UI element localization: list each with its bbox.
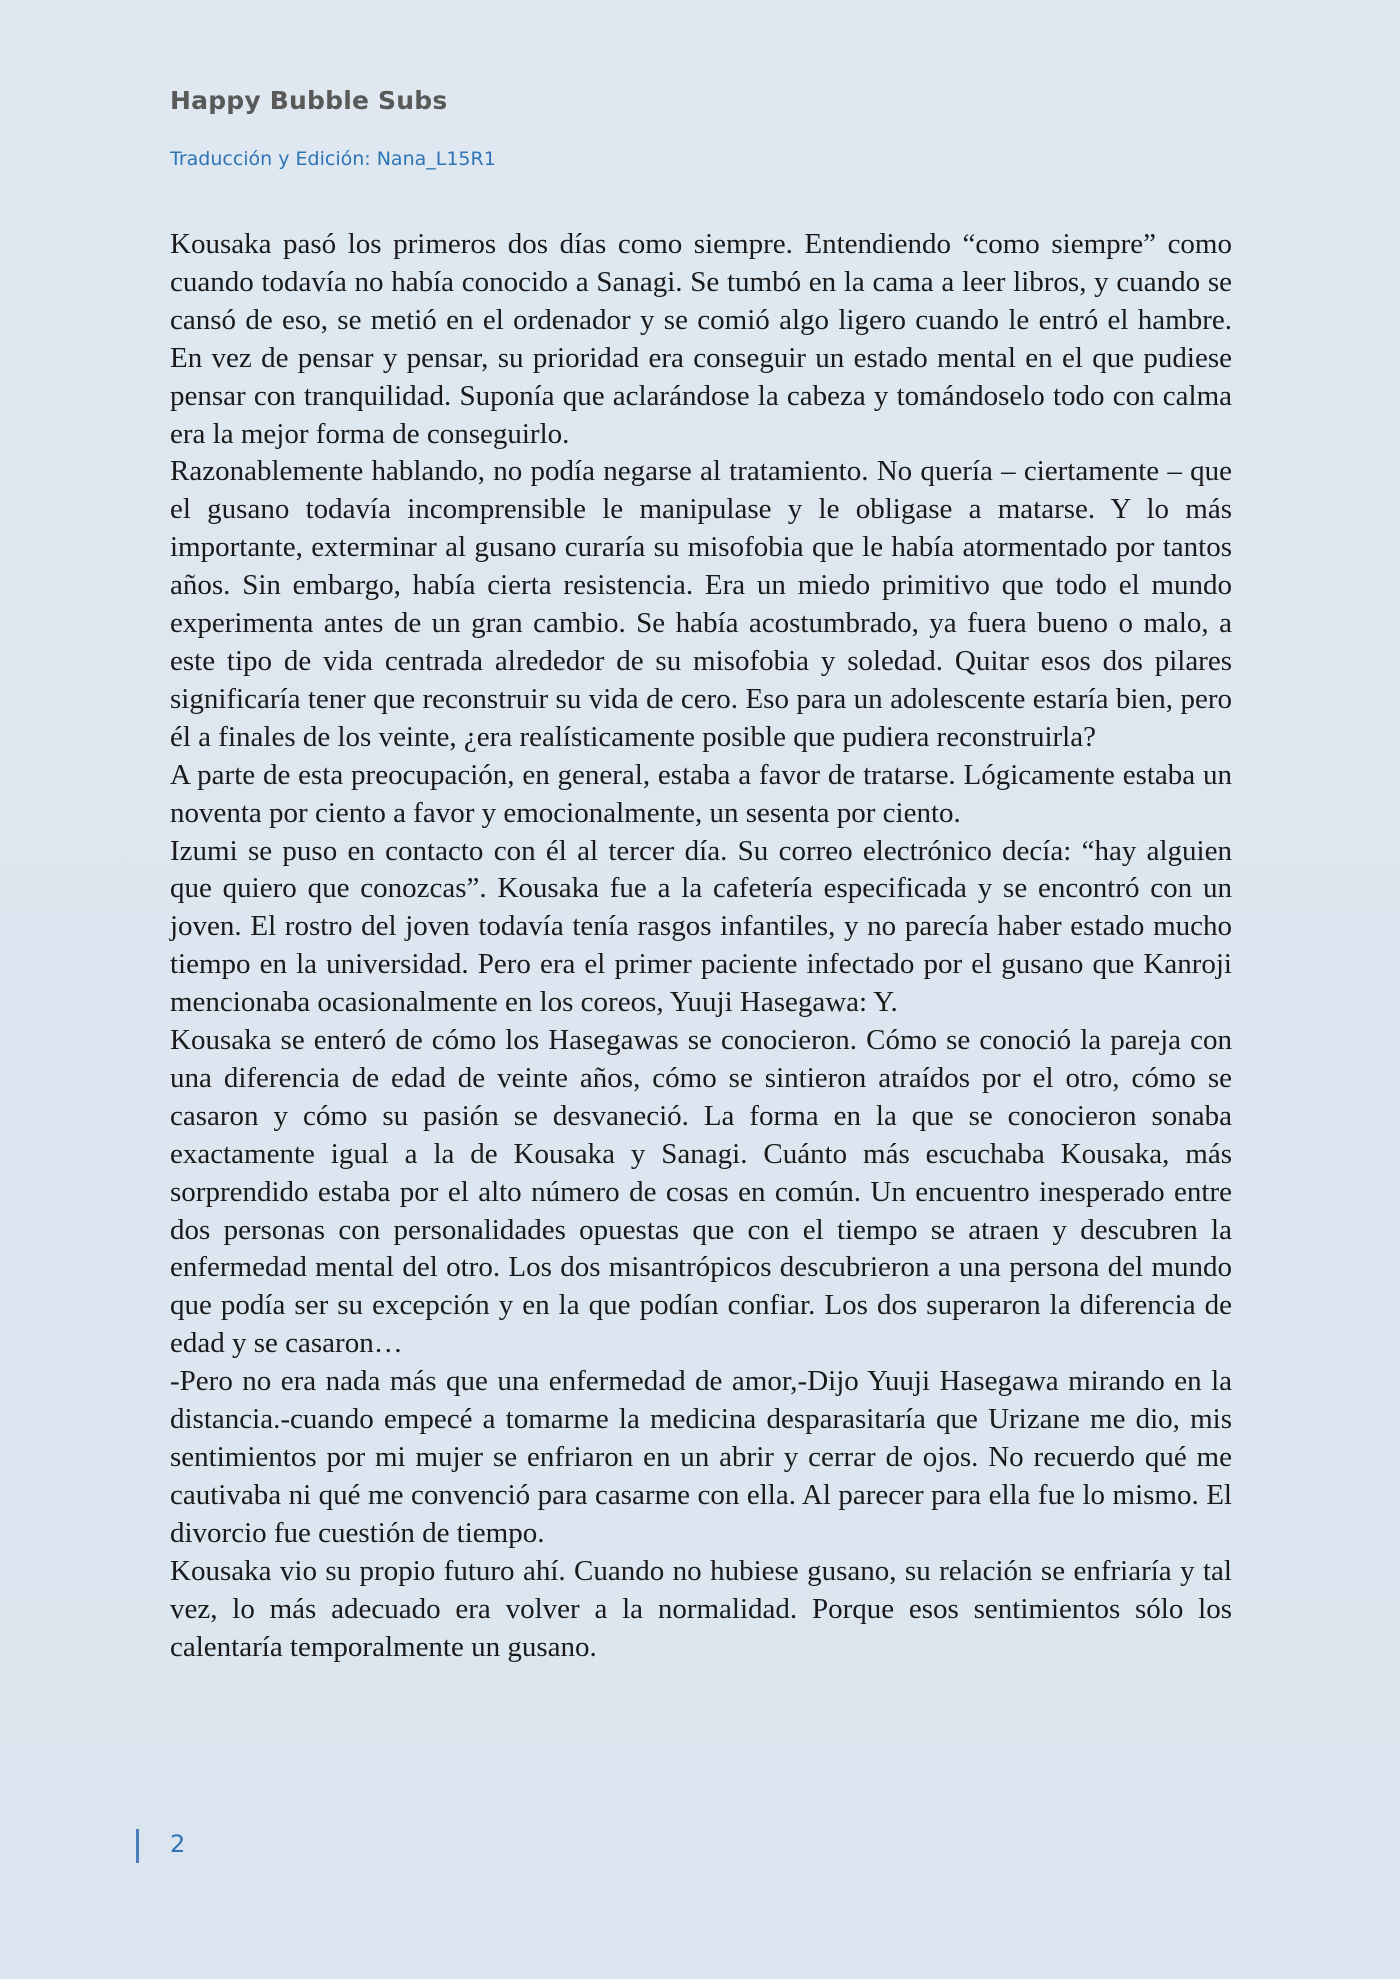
header-subtitle: Traducción y Edición: Nana_L15R1 — [170, 148, 496, 170]
paragraph: -Pero no era nada más que una enfermedad de amor,-Dijo Yuuji Hasegawa mirando en la distancia.-cuando empecé a tomarme la medicina desparasitaría que Urizane me dio, mis sentimientos por mi mujer se enfriaron en un abrir y cerrar de ojos. No recuerdo qué me cautivaba ni qué me convenció para casarme con ella. Al parecer para ella fue lo mismo. El divorcio fue cuestión de tiempo. — [170, 1365, 1232, 1549]
paragraph: Izumi se puso en contacto con él al tercer día. Su correo electrónico decía: “hay alguien que quiero que conozcas”. Kousaka fue a la cafetería especificada y se encontró con un joven. El rostro del joven todavía tenía rasgos infantiles, y no parecía haber estado mucho tiempo en la universidad. Pero era el primer paciente infectado por el gusano que Kanroji mencionaba ocasionalmente en los coreos, Yuuji Hasegawa: Y. — [170, 834, 1232, 1019]
footer-divider-bar — [136, 1829, 139, 1863]
page-number: 2 — [170, 1830, 186, 1858]
paragraph: Kousaka pasó los primeros dos días como siempre. Entendiendo “como siempre” como cuando todavía no había conocido a Sanagi. Se tumbó en la cama a leer libros, y cuando se cansó de eso, se metió en el ordenador y se comió algo ligero cuando le entró el hambre. En vez de pensar y pensar, su prioridad era conseguir un estado mental en el que pudiese pensar con tranquilidad. Suponía que aclarándose la cabeza y tomándoselo todo con calma era la mejor forma de conseguirlo. — [170, 228, 1232, 450]
paragraph: Razonablemente hablando, no podía negarse al tratamiento. No quería – ciertamente – que el gusano todavía incomprensible le manipulase y le obligase a matarse. Y lo más importante, exterminar al gusano curaría su misofobia que le había atormentado por tantos años. Sin embargo, había cierta resistencia. Era un miedo primitivo que todo el mundo experimenta antes de un gran cambio. Se había acostumbrado, ya fuera bueno o malo, a este tipo de vida centrada alrededor de su misofobia y soledad. Quitar esos dos pilares significaría tener que reconstruir su vida de cero. Eso para un adolescente estaría bien, pero él a finales de los veinte, ¿era realísticamente posible que pudiera reconstruirla? — [170, 455, 1232, 753]
body-text — [170, 226, 1232, 1666]
paragraph: Kousaka se enteró de cómo los Hasegawas se conocieron. Cómo se conoció la pareja con una diferencia de edad de veinte años, cómo se sintieron atraídos por el otro, cómo se casaron y cómo su pasión se desvaneció. La forma en la que se conocieron sonaba exactamente igual a la de Kousaka y Sanagi. Cuánto más escuchaba Kousaka, más sorprendido estaba por el alto número de cosas en común. Un encuentro inesperado entre dos personas con personalidades opuestas que con el tiempo se atraen y descubren la enfermedad mental del otro. Los dos misantrópicos descubrieron a una persona del mundo que podía ser su excepción y en la que podían confiar. Los dos superaron la diferencia de edad y se casaron… — [170, 1024, 1232, 1360]
paragraph: A parte de esta preocupación, en general, estaba a favor de tratarse. Lógicamente estaba un noventa por ciento a favor y emocionalmente, un sesenta por ciento. — [170, 758, 1232, 829]
paragraph: Kousaka vio su propio futuro ahí. Cuando no hubiese gusano, su relación se enfriaría y tal vez, lo más adecuado era volver a la normalidad. Porque esos sentimientos sólo los calentaría temporalmente un gusano. — [170, 1554, 1232, 1663]
header-title: Happy Bubble Subs — [170, 86, 448, 115]
